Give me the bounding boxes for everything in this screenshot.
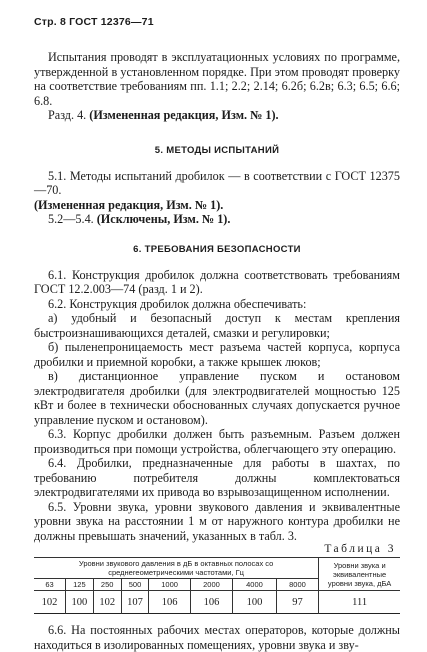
table-cell: 100 (65, 591, 93, 614)
freq-header: 63 (34, 579, 65, 591)
freq-header: 125 (65, 579, 93, 591)
table-cell: 97 (276, 591, 318, 614)
section-5-title: 5. МЕТОДЫ ИСПЫТАНИЙ (154, 144, 280, 156)
table-row (34, 591, 400, 614)
paragraph-6-2: 6.2. Конструкция дробилок должна обеспечивать: (48, 296, 307, 311)
freq-header: 250 (93, 579, 121, 591)
paragraph-6-2-a: а) удобный и безопасный доступ к местам крепления быстроизнашивающихся деталей, смазки и регулировки; (34, 311, 400, 340)
razd4-note: (Измененная редакция, Изм. № 1). (89, 108, 279, 122)
table-caption: Таблица 3 (324, 543, 396, 555)
page-header: Стр. 8 ГОСТ 12376—71 (34, 16, 154, 28)
table-cell: 111 (319, 591, 400, 614)
table-cell: 106 (149, 591, 190, 614)
paragraph-5-2 (34, 212, 400, 227)
table-cell: 100 (233, 591, 277, 614)
paragraph-6-4: 6.4. Дробилки, предназначенные для работы в шахтах, по требованию потребителя должны комплектоваться электродвигателями их привода во взрывозащищенном исполнении. (34, 456, 400, 499)
razd4-prefix: Разд. 4. (48, 108, 90, 122)
table-cell: 102 (93, 591, 121, 614)
table-cell: 107 (121, 591, 149, 614)
freq-header: 500 (121, 579, 149, 591)
paragraph-intro: Испытания проводят в эксплуатационных условиях по программе, утвержденной в установленном порядке. При этом проводят проверку на соответствие требованиям пп. 1.1; 2.2; 2.14; 6.2б; 6.2в; 6.3; 6.5; 6.6; 6.8. (34, 50, 400, 108)
section-6-title: 6. ТРЕБОВАНИЯ БЕЗОПАСНОСТИ (133, 243, 301, 255)
freq-header: 8000 (276, 579, 318, 591)
paragraph-5-1-note: (Измененная редакция, Изм. № 1). (34, 197, 224, 212)
paragraph-5-1: 5.1. Методы испытаний дробилок — в соответствии с ГОСТ 12375—70. (34, 168, 400, 197)
table-cell: 106 (190, 591, 232, 614)
table-cell: 102 (34, 591, 65, 614)
paragraph-6-2-v: в) дистанционное управление пуском и остановом электродвигателя дробилки (для электродвигателей мощностью 125 кВт и более в технически обоснованных случаях допускается ручное управление пуском и остановом). (34, 369, 400, 427)
table-group-header: Уровни звукового давления в дБ в октавных полосах со среднегеометрическими частотами, Гц (34, 558, 319, 579)
freq-header: 1000 (149, 579, 190, 591)
p52-note: (Исключены, Изм. № 1). (96, 212, 231, 226)
paragraph-6-3: 6.3. Корпус дробилки должен быть разъемным. Разъем должен производиться при помощи устройства, облегчающего эту операцию. (34, 427, 400, 456)
p52-prefix: 5.2—5.4. (48, 212, 97, 226)
paragraph-razd4 (34, 108, 400, 123)
noise-table (34, 557, 400, 614)
freq-header: 2000 (190, 579, 232, 591)
paragraph-6-1: 6.1. Конструкция дробилок должна соответствовать требованиям ГОСТ 12.2.003—74 (разд. 1 и 2). (34, 267, 400, 296)
paragraph-6-2-b: б) пыленепроницаемость мест разъема частей корпуса, корпуса дробилки и приемной коробки, а также крышек люков; (34, 340, 400, 369)
freq-header: 4000 (233, 579, 277, 591)
table-last-header: Уровни звука и эквивалентные уровни звука, дБА (319, 558, 400, 591)
paragraph-6-6: 6.6. На постоянных рабочих местах операторов, которые должны находиться в изолированных помещениях, уровни звука и зву- (34, 623, 400, 652)
paragraph-6-5: 6.5. Уровни звука, уровни звукового давления и эквивалентные уровни звука на расстоянии 1 м от наружного контура дробилки не должны превышать значений, указанных в табл. 3. (34, 499, 400, 543)
